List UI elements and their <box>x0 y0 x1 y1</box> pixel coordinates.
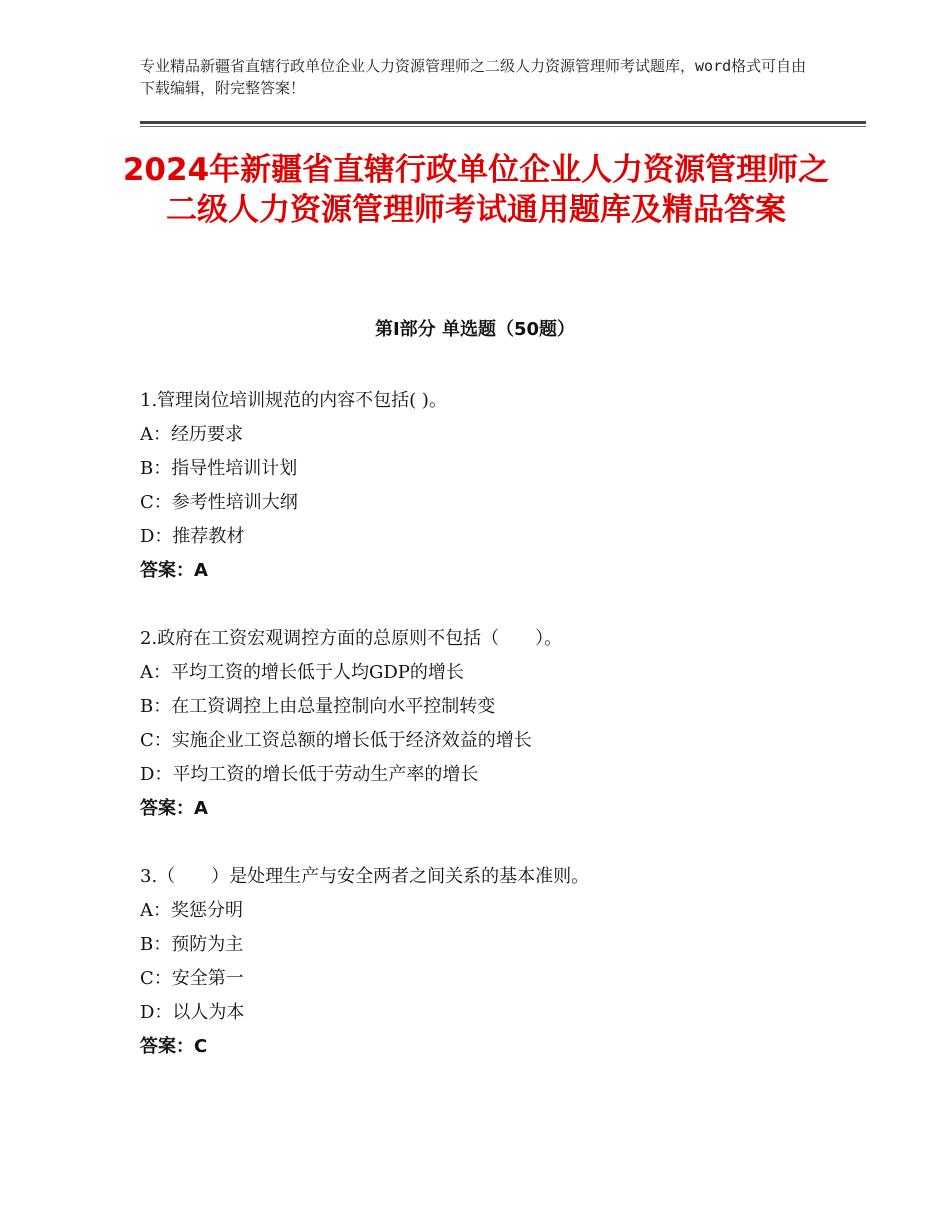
option-b: B：预防为主 <box>140 934 244 955</box>
answer: 答案：A <box>140 560 208 581</box>
question-1 <box>140 384 840 588</box>
option-d: D：推荐教材 <box>140 526 245 547</box>
document-title: 2024年新疆省直辖行政单位企业人力资源管理师之二级人力资源管理师考试通用题库及精品答案 <box>122 152 830 228</box>
option-a: A：奖惩分明 <box>140 900 243 921</box>
option-d: D：平均工资的增长低于劳动生产率的增长 <box>140 764 479 785</box>
option-d: D：以人为本 <box>140 1002 245 1023</box>
header-note: 专业精品新疆省直辖行政单位企业人力资源管理师之二级人力资源管理师考试题库，word格式可自由下载编辑，附完整答案！ <box>140 57 807 97</box>
question-stem: 2.政府在工资宏观调控方面的总原则不包括（ ）。 <box>140 628 563 649</box>
question-list <box>140 384 840 1098</box>
header-rule-thick <box>140 121 866 124</box>
option-c: C：安全第一 <box>140 968 244 989</box>
question-2 <box>140 622 840 826</box>
answer: 答案：A <box>140 798 208 819</box>
question-3 <box>140 860 840 1064</box>
answer: 答案：C <box>140 1036 208 1057</box>
question-stem: 3.（ ）是处理生产与安全两者之间关系的基本准则。 <box>140 866 590 887</box>
section-title: 第Ⅰ部分 单选题（50题） <box>374 319 575 340</box>
option-c: C：参考性培训大纲 <box>140 492 298 513</box>
option-c: C：实施企业工资总额的增长低于经济效益的增长 <box>140 730 532 751</box>
question-stem: 1.管理岗位培训规范的内容不包括( )。 <box>140 390 447 411</box>
option-a: A：平均工资的增长低于人均GDP的增长 <box>140 662 464 683</box>
option-b: B：指导性培训计划 <box>140 458 298 479</box>
header-rule-thin <box>140 126 866 127</box>
option-a: A：经历要求 <box>140 424 243 445</box>
option-b: B：在工资调控上由总量控制向水平控制转变 <box>140 696 496 717</box>
